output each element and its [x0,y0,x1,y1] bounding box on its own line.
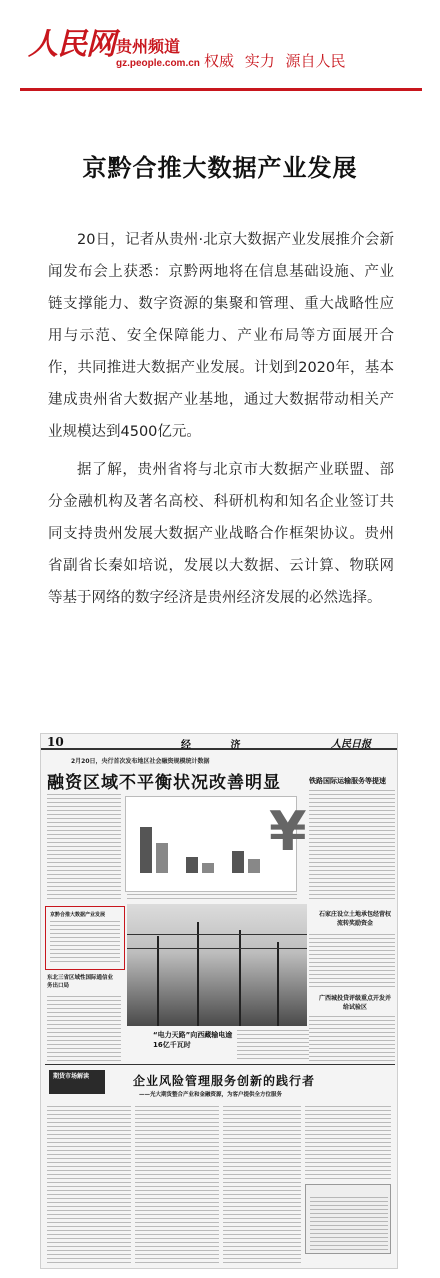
newspaper-text-column [310,1197,388,1251]
site-header [0,0,440,96]
channel-name: 贵州频道 [116,37,181,56]
pylon [157,936,159,1026]
chart-bar [202,863,214,873]
header-slogan: 权威 实力 源自人民 [204,52,346,70]
logo-wordmark: 人民网 [28,27,115,62]
newspaper-subheadline: 2月20日，央行首次发布地区社会融资规模统计数据 [71,758,210,765]
newspaper-text-column [309,1016,395,1062]
newspaper-inset-box [305,1184,391,1254]
article-title: 京黔合推大数据产业发展 [82,154,358,182]
chart-bar [232,851,244,873]
newspaper-text-column [309,934,395,990]
people-net-logo[interactable] [28,27,200,69]
newspaper-section: 经 济 [181,740,259,751]
pylon [277,942,279,1026]
site-url: gz.people.com.cn [116,58,200,69]
pylon [239,930,241,1026]
article-body [48,224,394,614]
newspaper-headline: 融资区域不平衡状况改善明显 [47,773,281,793]
newspaper-right-item: 广西城投贷评级重点开发并给试验区 [318,995,391,1011]
power-wire [127,948,307,949]
power-wire [127,934,307,935]
newspaper-header-bar [41,734,397,750]
pylon [197,922,199,1026]
yen-symbol-graphic: ¥ [269,800,307,863]
newspaper-text-column [50,921,120,965]
highlighted-article-box [45,906,125,970]
ad-section-badge: 期货市场解读 [49,1070,105,1094]
newspaper-page-image [40,733,398,1269]
article-paragraph: 20日，记者从贵州·北京大数据产业发展推介会新闻发布会上获悉：京黔两地将在信息基础设施、产业链支撑能力、数字资源的集聚和管理、重大战略性应用与示范、安全保障能力、产业布局等方面展开合作，共同推进大数据产业发展。计划到2020年，基本建成贵州省大数据产业基地，通过大数据带动相关产业规模达到4500亿元。 [48,232,394,440]
article-paragraph: 据了解，贵州省将与北京市大数据产业联盟、部分金融机构及著名高校、科研机构和知名企业签订共同支持贵州发展大数据产业战略合作框架协议。贵州省副省长秦如培说，发展以大数据、云计算、物联网等基于网络的数字经济是贵州经济发展的必然选择。 [48,462,394,606]
ad-headline: 企业风险管理服务创新的践行者 [133,1074,316,1088]
photo-caption: “电力天路”向西藏输电逾16亿千瓦时 [153,1031,233,1049]
newspaper-text-column [309,790,395,902]
newspaper-text-column [135,1106,219,1264]
newspaper-right-item: 石家庄设立土地承包经营权流转奖励资金 [318,911,391,927]
chart-bar [140,827,152,873]
chart-bar [248,859,260,873]
header-divider [20,88,422,91]
newspaper-text-column [47,794,121,902]
newspaper-section-divider [45,1064,395,1065]
newspaper-text-column [47,1106,131,1264]
newspaper-page-number: 10 [47,735,64,749]
newspaper-masthead: 人民日报 [331,739,371,750]
ad-subheadline: ——光大期货整合产业和金融资源，为客户提供全方位服务 [139,1092,283,1098]
newspaper-text-column [237,1030,309,1062]
newspaper-text-column [127,894,297,902]
chart-bar [156,843,168,873]
newspaper-text-column [47,996,121,1062]
newspaper-text-column [223,1106,301,1264]
power-line-photo [127,904,307,1026]
newspaper-side-headline: 东北三省区域性国际通信业务出口局 [47,975,114,989]
highlighted-article-title: 京黔合推大数据产业发展 [50,912,106,918]
chart-bar [186,857,198,873]
newspaper-right-headline: 铁路国际运输服务等提速 [309,777,386,785]
newspaper-text-column [305,1106,391,1180]
